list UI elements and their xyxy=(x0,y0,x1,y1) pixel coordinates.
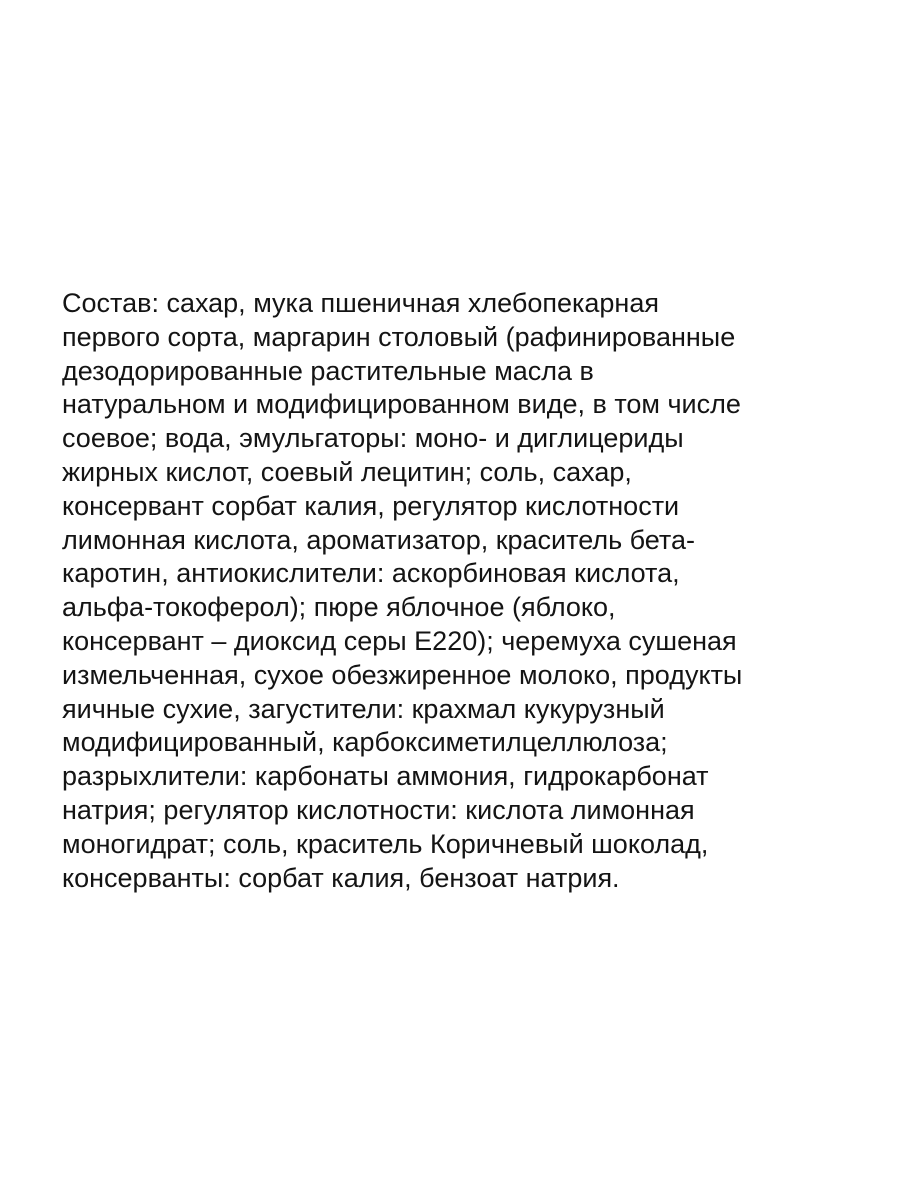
composition-line: первого сорта, маргарин столовый (рафинированные xyxy=(62,321,736,352)
composition-line: Состав: сахар, мука пшеничная хлебопекарная xyxy=(62,288,659,318)
composition-line: консервант – диоксид серы Е220); черемуха сушеная xyxy=(62,625,737,656)
composition-line: модифицированный, карбоксиметилцеллюлоза; xyxy=(62,727,668,758)
composition-line: измельченная, сухое обезжиренное молоко, продукты xyxy=(62,659,743,690)
composition-line: консерванты: сорбат калия, бензоат натрия. xyxy=(62,862,620,893)
composition-line: дезодорированные растительные масла в xyxy=(62,355,594,386)
composition-line: соевое; вода, эмульгаторы: моно- и диглицериды xyxy=(62,423,684,454)
composition-line: жирных кислот, соевый лецитин; соль, сахар, xyxy=(62,456,632,487)
composition-line: каротин, антиокислители: аскорбиновая кислота, xyxy=(62,558,680,589)
composition-line: разрыхлители: карбонаты аммония, гидрокарбонат xyxy=(62,761,709,792)
composition-line: консервант сорбат калия, регулятор кислотности xyxy=(62,490,680,521)
composition-line: моногидрат; соль, краситель Коричневый шоколад, xyxy=(62,828,709,859)
composition-line: лимонная кислота, ароматизатор, краситель бета- xyxy=(62,524,695,555)
composition-line: яичные сухие, загустители: крахмал кукурузный xyxy=(62,693,665,724)
composition-line: натрия; регулятор кислотности: кислота лимонная xyxy=(62,794,695,825)
ingredients-composition-text xyxy=(62,287,862,895)
composition-line: альфа-токоферол); пюре яблочное (яблоко, xyxy=(62,592,616,623)
composition-line: натуральном и модифицированном виде, в том числе xyxy=(62,389,741,420)
